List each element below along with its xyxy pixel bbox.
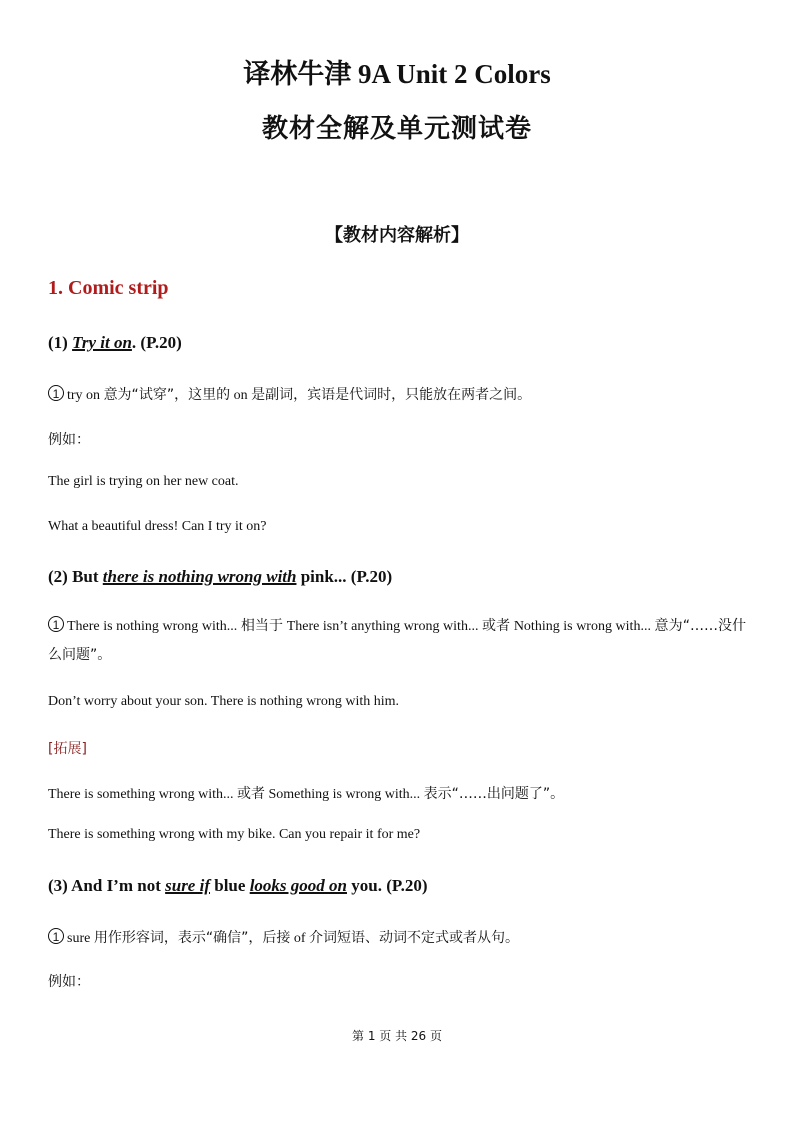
item-2-heading (48, 567, 392, 587)
item-3-phrase-2: looks good on (249, 876, 347, 895)
item-3-number: (3) And I’m not (48, 876, 166, 895)
item-1-example-label (48, 429, 90, 449)
example-label: 例如： (48, 432, 90, 448)
note-term: on (233, 388, 248, 403)
note-text: 意为“试穿”，这里的 (103, 387, 231, 403)
item-2-page-ref: pink... (P.20) (296, 567, 393, 586)
note-term: of (293, 931, 306, 946)
item-3-heading (48, 876, 428, 896)
note-term: try on (67, 388, 101, 403)
note-text: 表示“……出问题了”。 (423, 786, 565, 802)
item-1-number: (1) (48, 333, 73, 352)
note-term: Something is wrong with... (268, 787, 421, 802)
note-term: Nothing is wrong with... (513, 619, 651, 634)
note-term: There is something wrong with... (48, 787, 234, 802)
item-2-example-2: There is something wrong with my bike. Can you repair it for me? (48, 827, 421, 842)
document-subtitle: 教材全解及单元测试卷 (261, 114, 532, 144)
section-heading: 【教材内容解析】 (325, 225, 469, 246)
item-3-phrase-1: sure if (165, 876, 210, 895)
note-text: 或者 (482, 618, 511, 634)
item-1-example-1: The girl is trying on her new coat. (48, 474, 239, 489)
circled-number-icon: 1 (48, 616, 64, 632)
item-2-number: (2) But (48, 567, 103, 586)
document-title: 译林牛津 9A Unit 2 Colors (243, 59, 551, 89)
item-3-page-ref: you. (P.20) (346, 876, 428, 895)
note-term: There is nothing wrong with... (67, 619, 238, 634)
note-text: 是副词，宾语是代词时，只能放在两者之间。 (251, 387, 532, 403)
note-text: 意为“……没什么问题”。 (48, 618, 747, 663)
section-1-heading: 1. Comic strip (48, 277, 169, 299)
item-2-extension-label (48, 738, 87, 758)
item-2-extension-note (48, 783, 564, 803)
item-3-note (48, 927, 519, 947)
note-text: 介词短语、动词不定式或者从句。 (309, 930, 520, 946)
example-label: 例如： (48, 974, 90, 990)
item-1-example-2: What a beautiful dress! Can I try it on? (48, 519, 267, 534)
extension-label: [拓展] (48, 741, 87, 757)
item-3-example-label (48, 971, 90, 991)
item-1-note (48, 384, 531, 404)
note-term: There isn’t anything wrong with... (286, 619, 479, 634)
item-1-heading (48, 333, 182, 353)
page-footer: 第 1 页 共 26 页 (352, 1029, 442, 1043)
note-text: 用作形容词，表示“确信”，后接 (93, 930, 291, 946)
item-1-page-ref: . (P.20) (131, 333, 182, 352)
item-2-example-1: Don’t worry about your son. There is nothing wrong with him. (48, 694, 400, 709)
circled-number-icon: 1 (48, 928, 64, 944)
item-3-mid: blue (210, 876, 250, 895)
note-text: 相当于 (240, 618, 284, 634)
item-1-phrase: Try it on (72, 333, 132, 352)
item-2-phrase: there is nothing wrong with (102, 567, 297, 586)
note-text: 或者 (236, 786, 265, 802)
note-term: sure (67, 931, 91, 946)
item-2-note (48, 612, 746, 670)
circled-number-icon: 1 (48, 385, 64, 401)
